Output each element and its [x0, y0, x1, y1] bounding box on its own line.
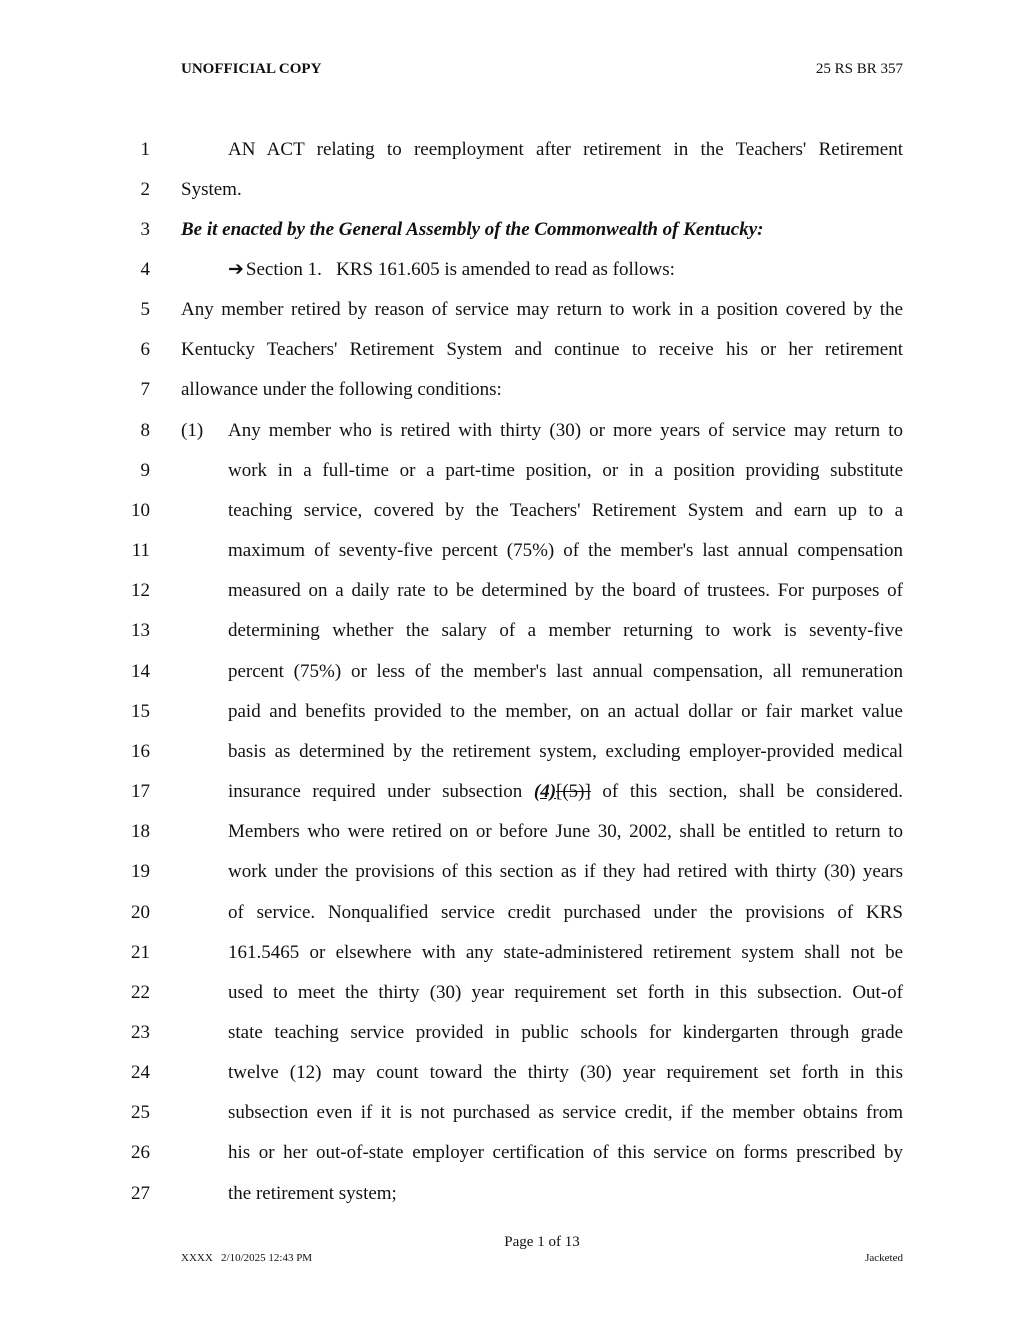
line-number: 25 — [131, 1102, 150, 1123]
line-22 — [0, 982, 1024, 1022]
enacting-clause: Be it enacted by the General Assembly of the Commonwealth of Kentucky: — [181, 219, 764, 240]
line-text: Any member retired by reason of service may return to work in a position covered by the — [181, 299, 903, 320]
line-text: subsection even if it is not purchased as service credit, if the member obtains from — [228, 1102, 903, 1123]
footer-left: XXXX 2/10/2025 12:43 PM — [181, 1252, 313, 1264]
line-text: allowance under the following conditions: — [181, 379, 502, 400]
line-18 — [0, 821, 1024, 861]
section-heading-text: Section 1. KRS 161.605 is amended to read as follows: — [245, 259, 675, 280]
line-text: work in a full-time or a part-time position, or in a position providing substitute — [228, 460, 903, 481]
line-number: 6 — [140, 339, 150, 360]
line-text: state teaching service provided in public schools for kindergarten through grade — [228, 1022, 903, 1043]
line-11 — [0, 540, 1024, 580]
line-text: teaching service, covered by the Teachers' Retirement System and earn up to a — [228, 500, 903, 521]
line-number: 13 — [131, 620, 150, 641]
line-1 — [0, 139, 1024, 179]
line-text: AN ACT relating to reemployment after retirement in the Teachers' Retirement — [228, 139, 903, 160]
section-heading — [228, 259, 903, 281]
line-number: 4 — [140, 259, 150, 280]
arrow-icon: ➔ — [228, 259, 244, 280]
line-text: 161.5465 or elsewhere with any state-administered retirement system shall not be — [228, 942, 903, 963]
line-text: Any member who is retired with thirty (30) or more years of service may return to — [228, 420, 903, 441]
line-text: the retirement system; — [228, 1183, 397, 1204]
line-number: 24 — [131, 1062, 150, 1083]
line-number: 20 — [131, 902, 150, 923]
line-number: 21 — [131, 942, 150, 963]
line-12 — [0, 580, 1024, 620]
line-number: 27 — [131, 1183, 150, 1204]
line-8 — [0, 420, 1024, 460]
line-17 — [0, 781, 1024, 821]
line-number: 10 — [131, 500, 150, 521]
text-before-amendment: insurance required under subsection — [228, 781, 534, 802]
header-right: 25 RS BR 357 — [815, 61, 903, 77]
line-21 — [0, 942, 1024, 982]
line-number: 14 — [131, 661, 150, 682]
line-number: 8 — [140, 420, 150, 441]
line-text — [228, 781, 903, 803]
line-13 — [0, 620, 1024, 660]
line-number: 17 — [131, 781, 150, 802]
page-number: Page 1 of 13 — [504, 1234, 580, 1250]
line-24 — [0, 1062, 1024, 1102]
line-19 — [0, 861, 1024, 901]
line-number: 12 — [131, 580, 150, 601]
line-number: 26 — [131, 1142, 150, 1163]
line-20 — [0, 902, 1024, 942]
line-text: work under the provisions of this section as if they had retired with thirty (30) years — [228, 861, 903, 882]
line-4 — [0, 259, 1024, 299]
line-number: 7 — [140, 379, 150, 400]
line-number: 16 — [131, 741, 150, 762]
line-14 — [0, 661, 1024, 701]
line-6 — [0, 339, 1024, 379]
line-text: measured on a daily rate to be determined by the board of trustees. For purposes of — [228, 580, 903, 601]
line-text: System. — [181, 179, 242, 200]
line-number: 23 — [131, 1022, 150, 1043]
line-text: maximum of seventy-five percent (75%) of the member's last annual compensation — [228, 540, 903, 561]
deleted-text: [(5)] — [556, 781, 591, 802]
line-number: 2 — [140, 179, 150, 200]
line-number: 15 — [131, 701, 150, 722]
line-number: 3 — [140, 219, 150, 240]
line-9 — [0, 460, 1024, 500]
line-number: 9 — [140, 460, 150, 481]
line-3 — [0, 219, 1024, 259]
line-text: percent (75%) or less of the member's last annual compensation, all remuneration — [228, 661, 903, 682]
line-10 — [0, 500, 1024, 540]
line-text: Kentucky Teachers' Retirement System and continue to receive his or her retirement — [181, 339, 903, 360]
line-number: 19 — [131, 861, 150, 882]
subsection-label: (1) — [181, 420, 204, 441]
line-number: 18 — [131, 821, 150, 842]
line-text: Members who were retired on or before June 30, 2002, shall be entitled to return to — [228, 821, 903, 842]
line-2 — [0, 179, 1024, 219]
line-text: his or her out-of-state employer certification of this service on forms prescribed by — [228, 1142, 903, 1163]
text-after-amendment: of this section, shall be considered. — [590, 781, 903, 802]
line-23 — [0, 1022, 1024, 1062]
line-16 — [0, 741, 1024, 781]
inserted-text: (4) — [533, 781, 557, 802]
footer-right: Jacketed — [865, 1252, 903, 1264]
line-text: of service. Nonqualified service credit purchased under the provisions of KRS — [228, 902, 903, 923]
line-number: 5 — [140, 299, 150, 320]
line-25 — [0, 1102, 1024, 1142]
line-number: 1 — [140, 139, 150, 160]
line-text: used to meet the thirty (30) year requirement set forth in this subsection. Out-of — [228, 982, 903, 1003]
line-text: determining whether the salary of a member returning to work is seventy-five — [228, 620, 903, 641]
line-number: 22 — [131, 982, 150, 1003]
line-text: paid and benefits provided to the member, on an actual dollar or fair market value — [228, 701, 903, 722]
header-left: UNOFFICIAL COPY — [181, 61, 322, 77]
line-number: 11 — [131, 540, 150, 561]
line-text: twelve (12) may count toward the thirty (30) year requirement set forth in this — [228, 1062, 903, 1083]
line-text: basis as determined by the retirement system, excluding employer-provided medical — [228, 741, 903, 762]
line-7 — [0, 379, 1024, 419]
line-27 — [0, 1183, 1024, 1223]
line-5 — [0, 299, 1024, 339]
line-15 — [0, 701, 1024, 741]
line-26 — [0, 1142, 1024, 1182]
